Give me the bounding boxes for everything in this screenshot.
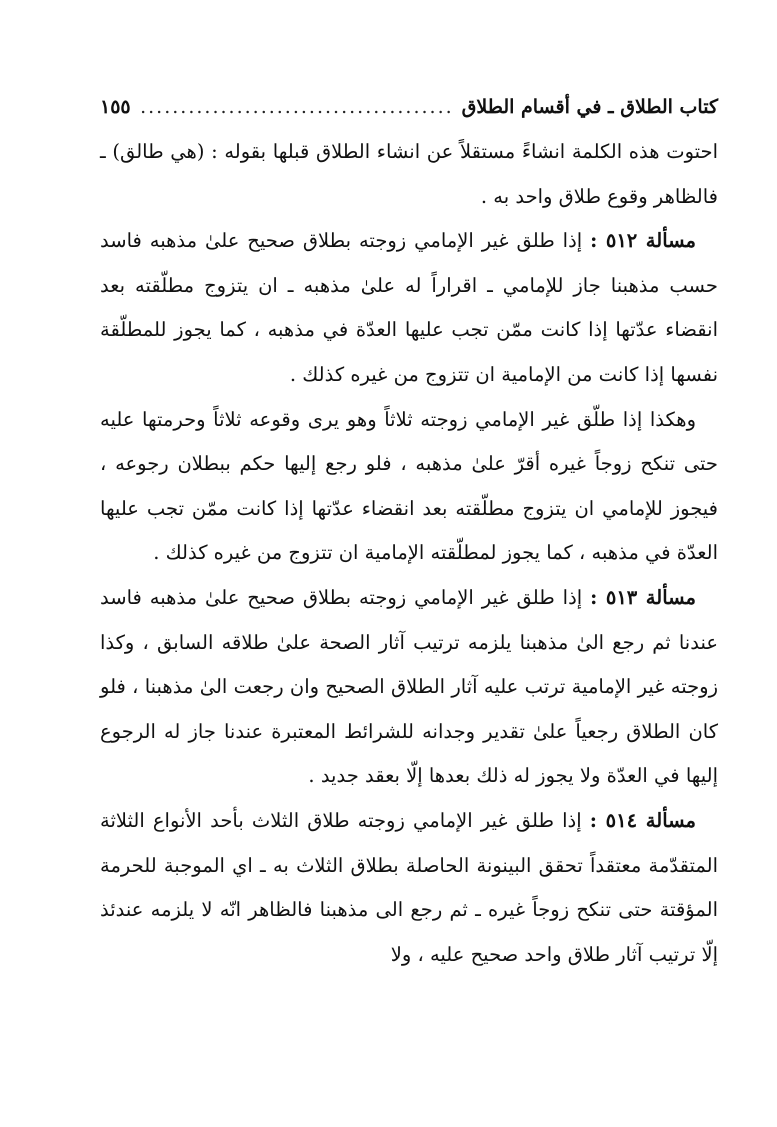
paragraph-text: إذا طلق غير الإمامي زوجته بطلاق صحيح علىٰ مذهبه فاسد عندنا ثم رجع الىٰ مذهبنا يلزمه ترتيب آثار الصحة علىٰ طلاقه السابق ، وكذا زوجته غير الإمامية ترتب عليه آثار الطلاق الصحيح وان رجعت الىٰ مذهبنا ، فلو كان الطلاق رجعياً علىٰ تقدير وجدانه للشرائط المعتبرة عندنا جاز له الرجوع إليها في العدّة ولا يجوز له ذلك بعدها إلّا بعقد جديد . <box>100 585 718 788</box>
issue-label: مسألة ٥١٣ : <box>590 585 696 609</box>
paragraph-continuation <box>100 130 718 219</box>
issue-label: مسألة ٥١٢ : <box>590 229 696 253</box>
issue-514 <box>100 799 718 977</box>
header-title: كتاب الطلاق ـ في أقسام الطلاق <box>461 96 718 118</box>
paragraph-triple-divorce <box>100 398 718 576</box>
issue-512 <box>100 219 718 397</box>
issue-label: مسألة ٥١٤ : <box>589 808 696 832</box>
page-number: ١٥٥ <box>100 96 131 118</box>
paragraph-text: وهكذا إذا طلّق غير الإمامي زوجته ثلاثاً وهو يرى وقوعه ثلاثاً وحرمتها عليه حتى تنكح زوجاً غيره أقرّ علىٰ مذهبه ، فلو رجع إليها حكم ببطلان رجوعه ، فيجوز للإمامي ان يتزوج مطلّقته بعد انقضاء عدّتها إذا كانت ممّن تجب عليها العدّة في مذهبه ، كما يجوز لمطلّقته الإمامية ان تتزوج من غيره كذلك . <box>100 407 718 565</box>
book-page <box>100 96 718 977</box>
header-leader-dots <box>139 96 454 118</box>
issue-513 <box>100 576 718 799</box>
running-header <box>100 96 718 130</box>
paragraph-text: إذا طلق غير الإمامي زوجته بطلاق صحيح علىٰ مذهبه فاسد حسب مذهبنا جاز للإمامي ـ اقراراً له علىٰ مذهبه ـ ان يتزوج مطلّقته بعد انقضاء عدّتها إذا كانت ممّن تجب عليها العدّة في مذهبه ، كما يجوز للمطلّقة نفسها إذا كانت من الإمامية ان تتزوج من غيره كذلك . <box>100 229 718 386</box>
paragraph-text: احتوت هذه الكلمة انشاءً مستقلاً عن انشاء الطلاق قبلها بقوله : (هي طالق) ـ فالظاهر وقوع طلاق واحد به . <box>100 140 718 208</box>
page-body <box>100 130 718 977</box>
paragraph-text: إذا طلق غير الإمامي زوجته طلاق الثلاث بأحد الأنواع الثلاثة المتقدّمة معتقداً تحقق البينونة الحاصلة بطلاق الثلاث به ـ اي الموجبة للحرمة المؤقتة حتى تنكح زوجاً غيره ـ ثم رجع الى مذهبنا فالظاهر انّه لا يلزمه عندئذ إلّا ترتيب آثار طلاق واحد صحيح عليه ، ولا <box>100 808 718 966</box>
